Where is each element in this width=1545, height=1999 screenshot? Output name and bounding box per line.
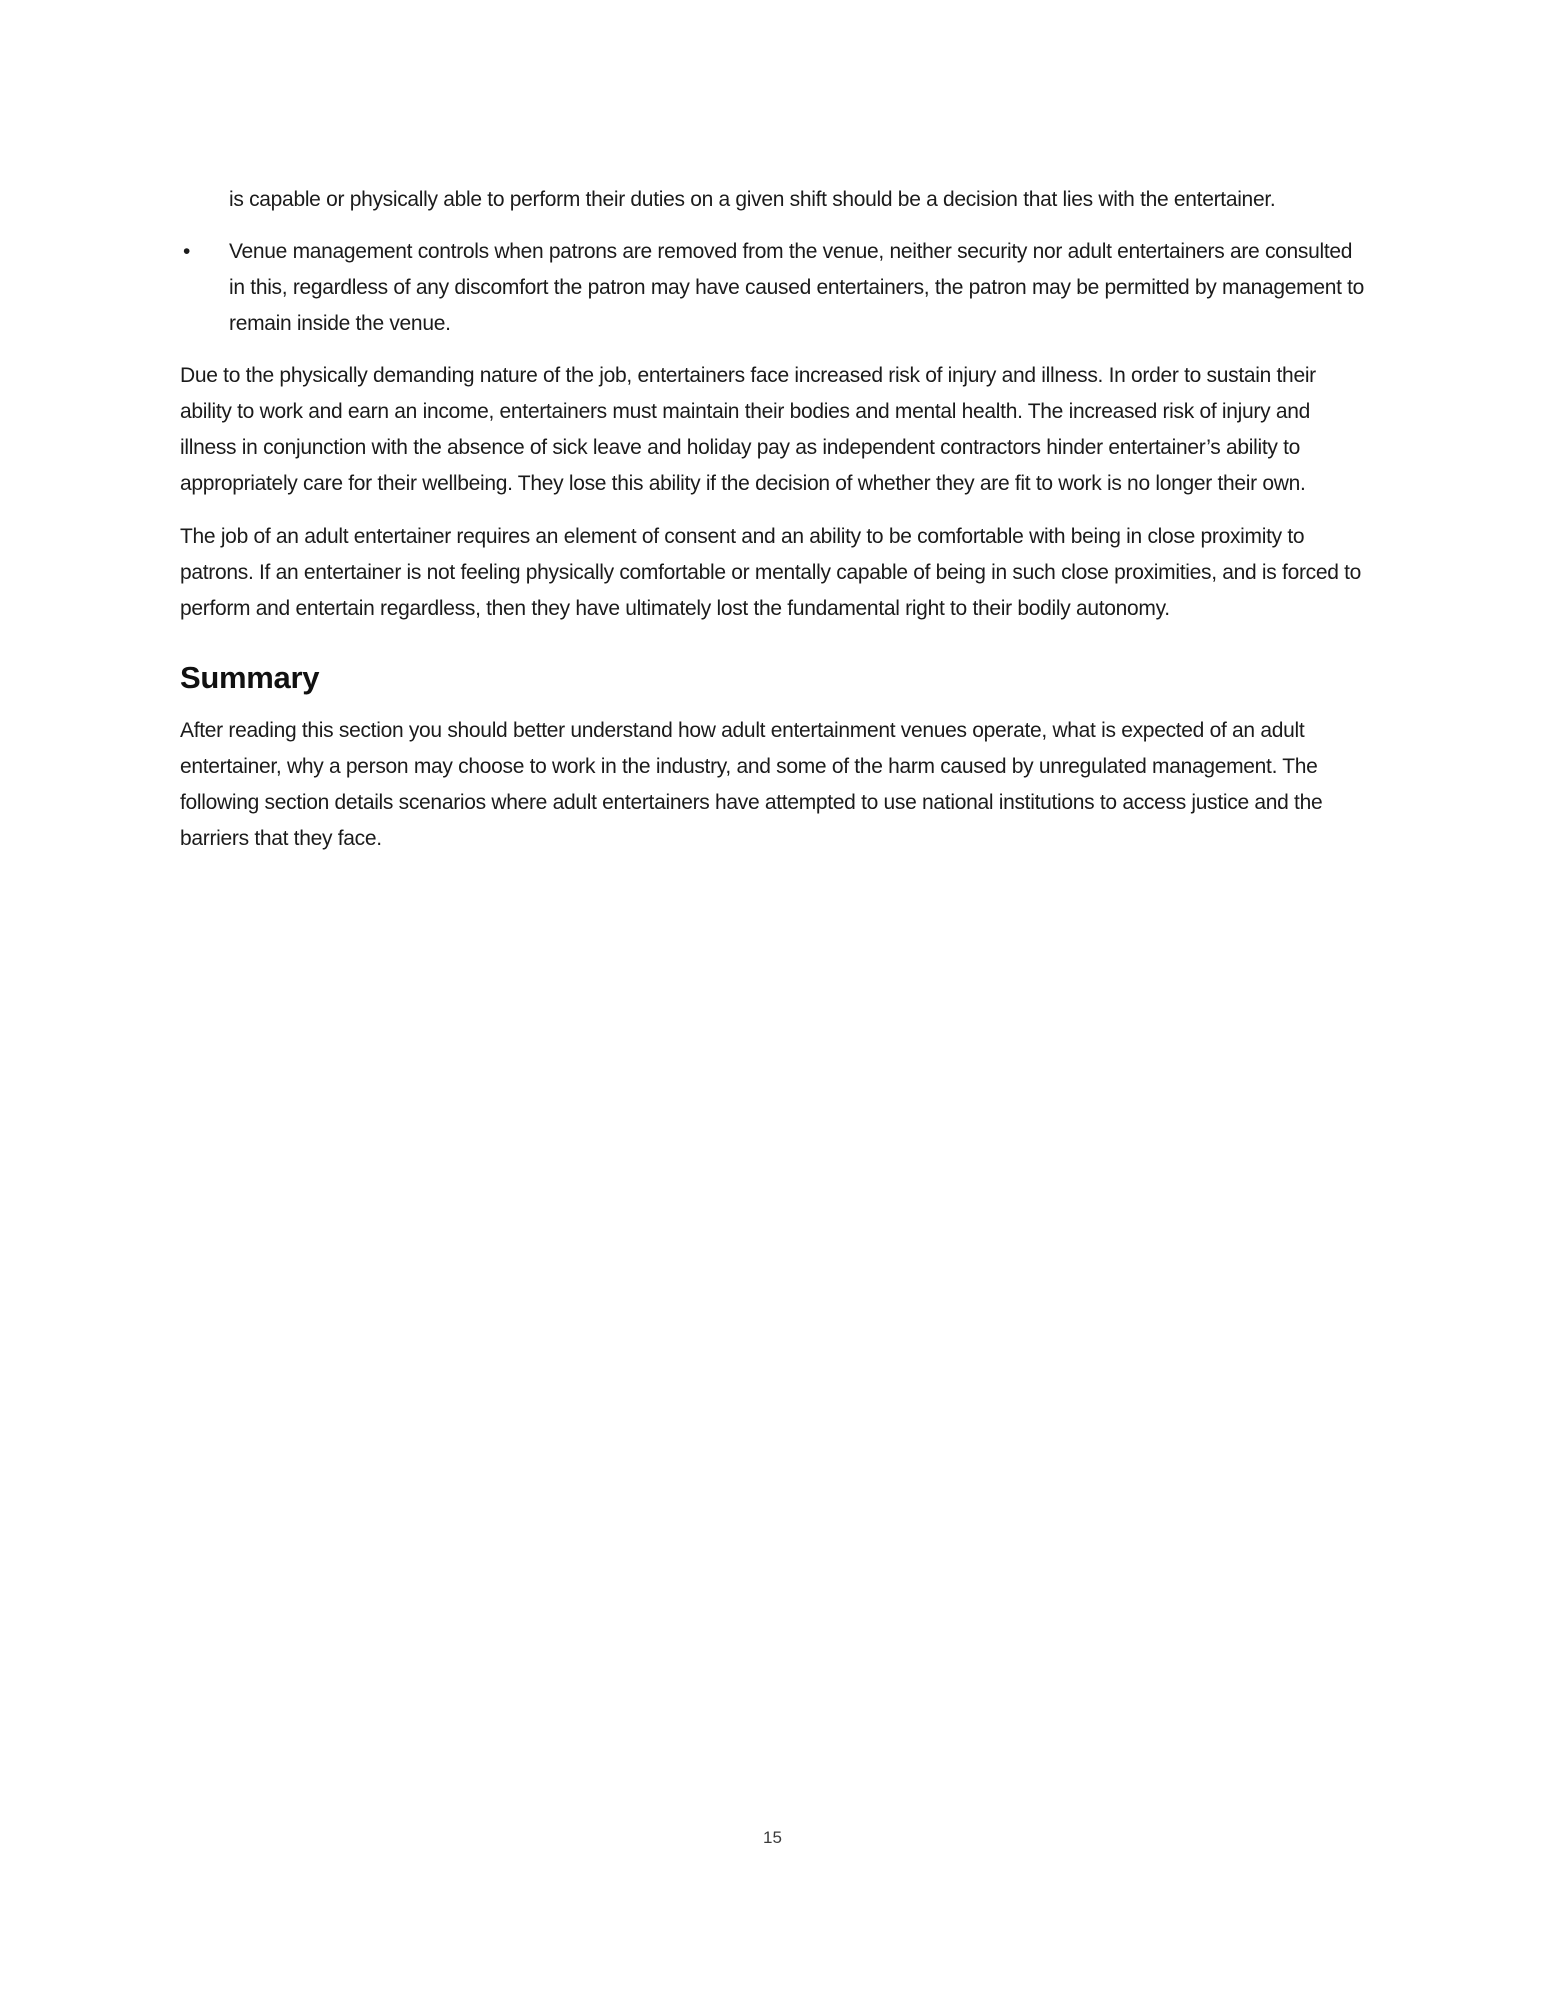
- summary-heading: Summary: [180, 660, 320, 695]
- paragraph-summary: After reading this section you should better understand how adult entertainment venues operate, what is expected of an adult entertainer, why a person may choose to work in the industry, and some of the harm caused by unregulated management. The following section details scenarios where adult entertainers have attempted to use national institutions to access justice and the barriers that they face.: [180, 719, 1323, 850]
- list-item-continuation: [180, 182, 1370, 218]
- list-item-continuation-text: is capable or physically able to perform their duties on a given shift should be a decision that lies with the entertainer.: [229, 188, 1276, 211]
- list-item-text: Venue management controls when patrons are removed from the venue, neither security nor adult entertainers are consulted in this, regardless of any discomfort the patron may have caused entertainers, the patron may be permitted by management to remain inside the venue.: [229, 240, 1365, 335]
- paragraph-consent-autonomy: The job of an adult entertainer requires an element of consent and an ability to be comfortable with being in close proximity to patrons. If an entertainer is not feeling physically comfortable or mentally capable of being in such close proximities, and is forced to perform and entertain regardless, then they have ultimately lost the fundamental right to their bodily autonomy.: [180, 525, 1362, 620]
- page-number: 15: [763, 1828, 782, 1847]
- paragraph-injury-risk: Due to the physically demanding nature of the job, entertainers face increased risk of injury and illness. In order to sustain their ability to work and earn an income, entertainers must maintain their bodies and mental health. The increased risk of injury and illness in conjunction with the absence of sick leave and holiday pay as independent contractors hinder entertainer’s ability to appropriately care for their wellbeing. They lose this ability if the decision of whether they are fit to work is no longer their own.: [180, 364, 1316, 495]
- list-item-venue-management: [180, 234, 1370, 342]
- page-content: [180, 182, 1370, 874]
- bullet-icon: •: [183, 240, 191, 263]
